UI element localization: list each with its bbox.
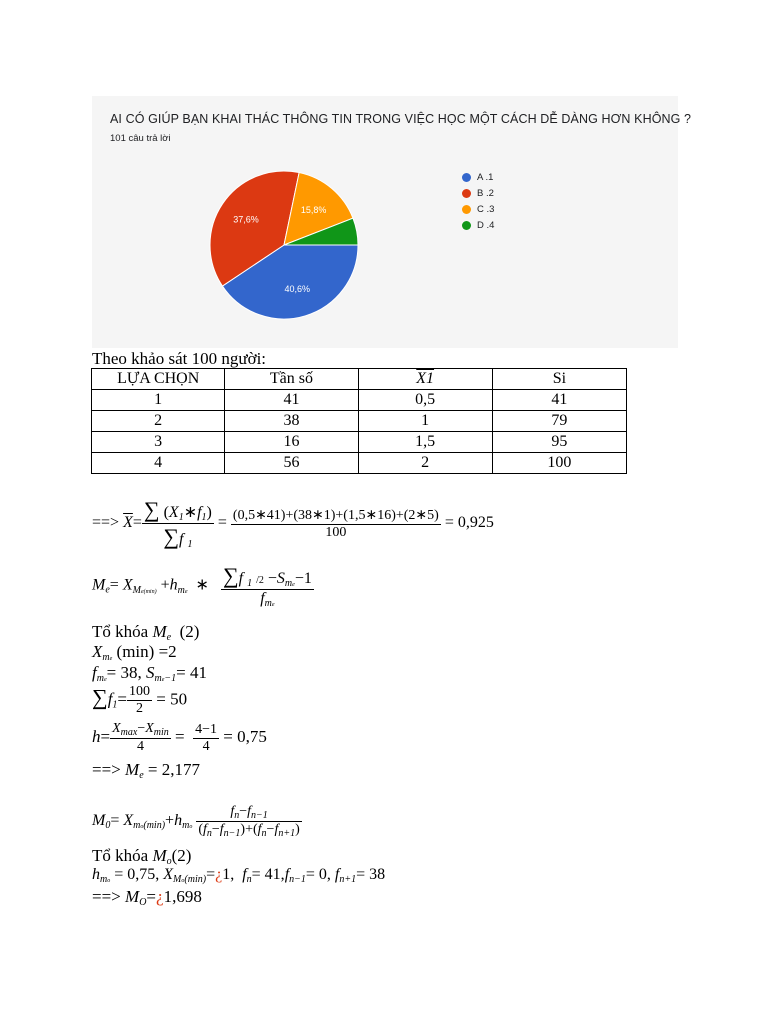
table-cell: 16 xyxy=(225,432,358,453)
median-group-label: Tổ khóa xyxy=(92,622,149,641)
header-choice: LỰA CHỌN xyxy=(92,369,225,390)
median-formula: $M_e= X_{Me(min)} +h_{me}$ ∗ $\frac{\sum f _1 /2 -S_{me}-1}{f_{me}}$ xyxy=(92,563,312,609)
h-numeric-num: 4−1 xyxy=(195,721,218,737)
mode-formula: $M_0= X_{mo(min)}+h_{mo}$ $\frac{f_n-f_{n-1}}{(f_n-f_{n-1})+(f_n-f_{n+1})}$ xyxy=(92,804,300,839)
median-fraction-num: ∑f $_1$ $/2 -S_{me}-1$ xyxy=(222,563,312,589)
fn-minus-value: = 0, xyxy=(305,866,331,883)
legend-label-d: D .4 xyxy=(477,219,495,231)
median-fraction xyxy=(221,563,314,609)
table-cell: 3 xyxy=(92,432,225,453)
mode-fraction-den: $(f_n-f_{n-1})+(f_n-f_{n+1})$ xyxy=(198,822,300,839)
legend-item-c xyxy=(462,201,494,217)
table-cell: 4 xyxy=(92,453,225,474)
header-frequency: Tần số xyxy=(225,369,358,390)
sum-f-den: 2 xyxy=(136,701,144,716)
arrow-text: ==> xyxy=(92,887,121,906)
mode-group-value: (2) xyxy=(171,846,192,865)
slice-c-label: 15,8% xyxy=(300,204,327,215)
f-s-line: $f_{me}= 38$, $S_{me-1}= 41$ xyxy=(92,663,207,684)
glyph-marker: ¿ xyxy=(215,866,223,883)
glyph-marker: ¿ xyxy=(156,887,164,906)
h-symbolic-den: 4 xyxy=(136,739,144,754)
mode-group-line: Tổ khóa $M_o(2)$ xyxy=(92,846,192,867)
median-fraction-den: $f_{me}$ xyxy=(260,590,275,609)
legend-swatch-a xyxy=(462,173,471,182)
table-cell: 1,5 xyxy=(358,432,492,453)
slice-b-label: 37,6% xyxy=(233,214,259,225)
pie-chart-panel xyxy=(92,96,692,348)
median-group-line: Tổ khóa $M_e$ (2) xyxy=(92,622,200,643)
mean-symbolic-num: ∑ $(X_1∗f_1)$ xyxy=(143,497,212,523)
mode-fraction-num: $f_n-f_{n-1}$ xyxy=(196,804,301,822)
x-bar-symbol: $\overline{X}$ xyxy=(123,514,133,532)
legend-label-a: A .1 xyxy=(477,171,494,183)
s-me-value: = 41 xyxy=(176,663,207,682)
table-cell: 56 xyxy=(225,453,358,474)
legend-swatch-c xyxy=(462,205,471,214)
legend-item-d xyxy=(462,217,494,233)
sum-f-fraction xyxy=(127,684,152,717)
chart-subtitle: 101 câu trả lời xyxy=(110,133,171,144)
mean-result: = 0,925 xyxy=(444,514,494,532)
table-row xyxy=(92,432,627,453)
sum-f-result: = 50 xyxy=(156,689,188,709)
x-me-min-value: (min) =2 xyxy=(116,642,177,661)
table-cell: 41 xyxy=(225,390,358,411)
chart-legend xyxy=(462,169,494,233)
mean-numeric-num: (0,5∗41)+(38∗1)+(1,5∗16)+(2∗5) xyxy=(232,507,439,523)
x-me-min-line: $X_{me}$ (min) =2 xyxy=(92,642,177,663)
fn-plus-value: = 38 xyxy=(356,866,386,883)
sum-f-num: 100 xyxy=(129,684,151,699)
me-result: = 2,177 xyxy=(147,760,200,779)
h-line: h= $\frac{X_{max}-X_{min}}{4}$ = $\frac{4-1}{4}$ = 0,75 xyxy=(92,721,267,754)
legend-item-a xyxy=(462,169,494,185)
arrow-text: ==> xyxy=(92,760,121,779)
slice-a-label: 40,6% xyxy=(284,283,311,294)
pie-chart xyxy=(92,96,678,348)
table-cell: 38 xyxy=(225,411,358,432)
h-numeric-den: 4 xyxy=(202,738,210,754)
median-group-value: (2) xyxy=(179,622,200,641)
table-cell: 1 xyxy=(358,411,492,432)
header-si: Si xyxy=(492,369,626,390)
legend-label-c: C .3 xyxy=(477,203,495,215)
legend-item-b xyxy=(462,185,494,201)
arrow-text: ==> xyxy=(92,514,120,532)
legend-label-b: B .2 xyxy=(477,187,494,199)
mode-group-label: Tổ khóa xyxy=(92,846,149,865)
table-row xyxy=(92,411,627,432)
table-header-row xyxy=(92,369,627,390)
me-result-line: ==> $M_e = 2,177$ xyxy=(92,760,200,781)
table-cell: 0,5 xyxy=(358,390,492,411)
table-cell: 41 xyxy=(492,390,626,411)
mean-symbolic-fraction xyxy=(142,497,214,550)
frequency-table xyxy=(91,368,627,474)
legend-swatch-d xyxy=(462,221,471,230)
mo-result: 1,698 xyxy=(163,887,202,906)
mo-result-line: ==> $M_O=¿1,698$ xyxy=(92,887,202,908)
table-row xyxy=(92,390,627,411)
mean-formula: ==> $\overline{X}=$ $\frac{\sum (X_1∗f_1)}{\sum f _1}$ = $\frac{(0,5∗41)+(38∗1)+(1,5∗16)+(2∗5)}{100}$ = 0,925 xyxy=(92,497,494,550)
mode-fraction xyxy=(196,804,301,839)
h-numeric-fraction xyxy=(193,722,219,755)
h-mo-value: = 0,75, xyxy=(114,866,160,883)
table-cell: 100 xyxy=(492,453,626,474)
mean-numeric-fraction xyxy=(231,507,441,541)
survey-intro: Theo khảo sát 100 người: xyxy=(92,349,267,368)
mean-numeric-den: 100 xyxy=(325,524,347,540)
h-result: = 0,75 xyxy=(223,726,267,746)
chart-title: AI CÓ GIÚP BẠN KHAI THÁC THÔNG TIN TRONG VIỆC HỌC MỘT CÁCH DỄ DÀNG HƠN KHÔNG ? xyxy=(110,112,692,126)
table-cell: 2 xyxy=(358,453,492,474)
header-x1-label: X1 xyxy=(416,370,435,387)
table-row xyxy=(92,453,627,474)
legend-swatch-b xyxy=(462,189,471,198)
header-x1 xyxy=(358,369,492,390)
sum-f-line: $\sum f_1=$ $\frac{100}{2}$ = 50 xyxy=(92,684,188,716)
fn-value: = 41, xyxy=(251,866,285,883)
table-cell: 95 xyxy=(492,432,626,453)
x-mo-value: 1, xyxy=(222,866,235,883)
table-cell: 79 xyxy=(492,411,626,432)
h-symbolic-fraction xyxy=(110,721,171,755)
table-cell: 1 xyxy=(92,390,225,411)
mean-symbolic-den: ∑f $_1$ xyxy=(163,524,193,550)
h-symbolic-num: $X_{max}-X_{min}$ xyxy=(112,721,169,738)
mode-values-line: $h_{mo} = 0,75$, $X_{Mo(min)}=¿1$, $f_n= 41,f_{n-1}= 0$, $f_{n+1}= 38$ xyxy=(92,866,386,885)
table-cell: 2 xyxy=(92,411,225,432)
f-me-value: = 38, xyxy=(106,663,142,682)
